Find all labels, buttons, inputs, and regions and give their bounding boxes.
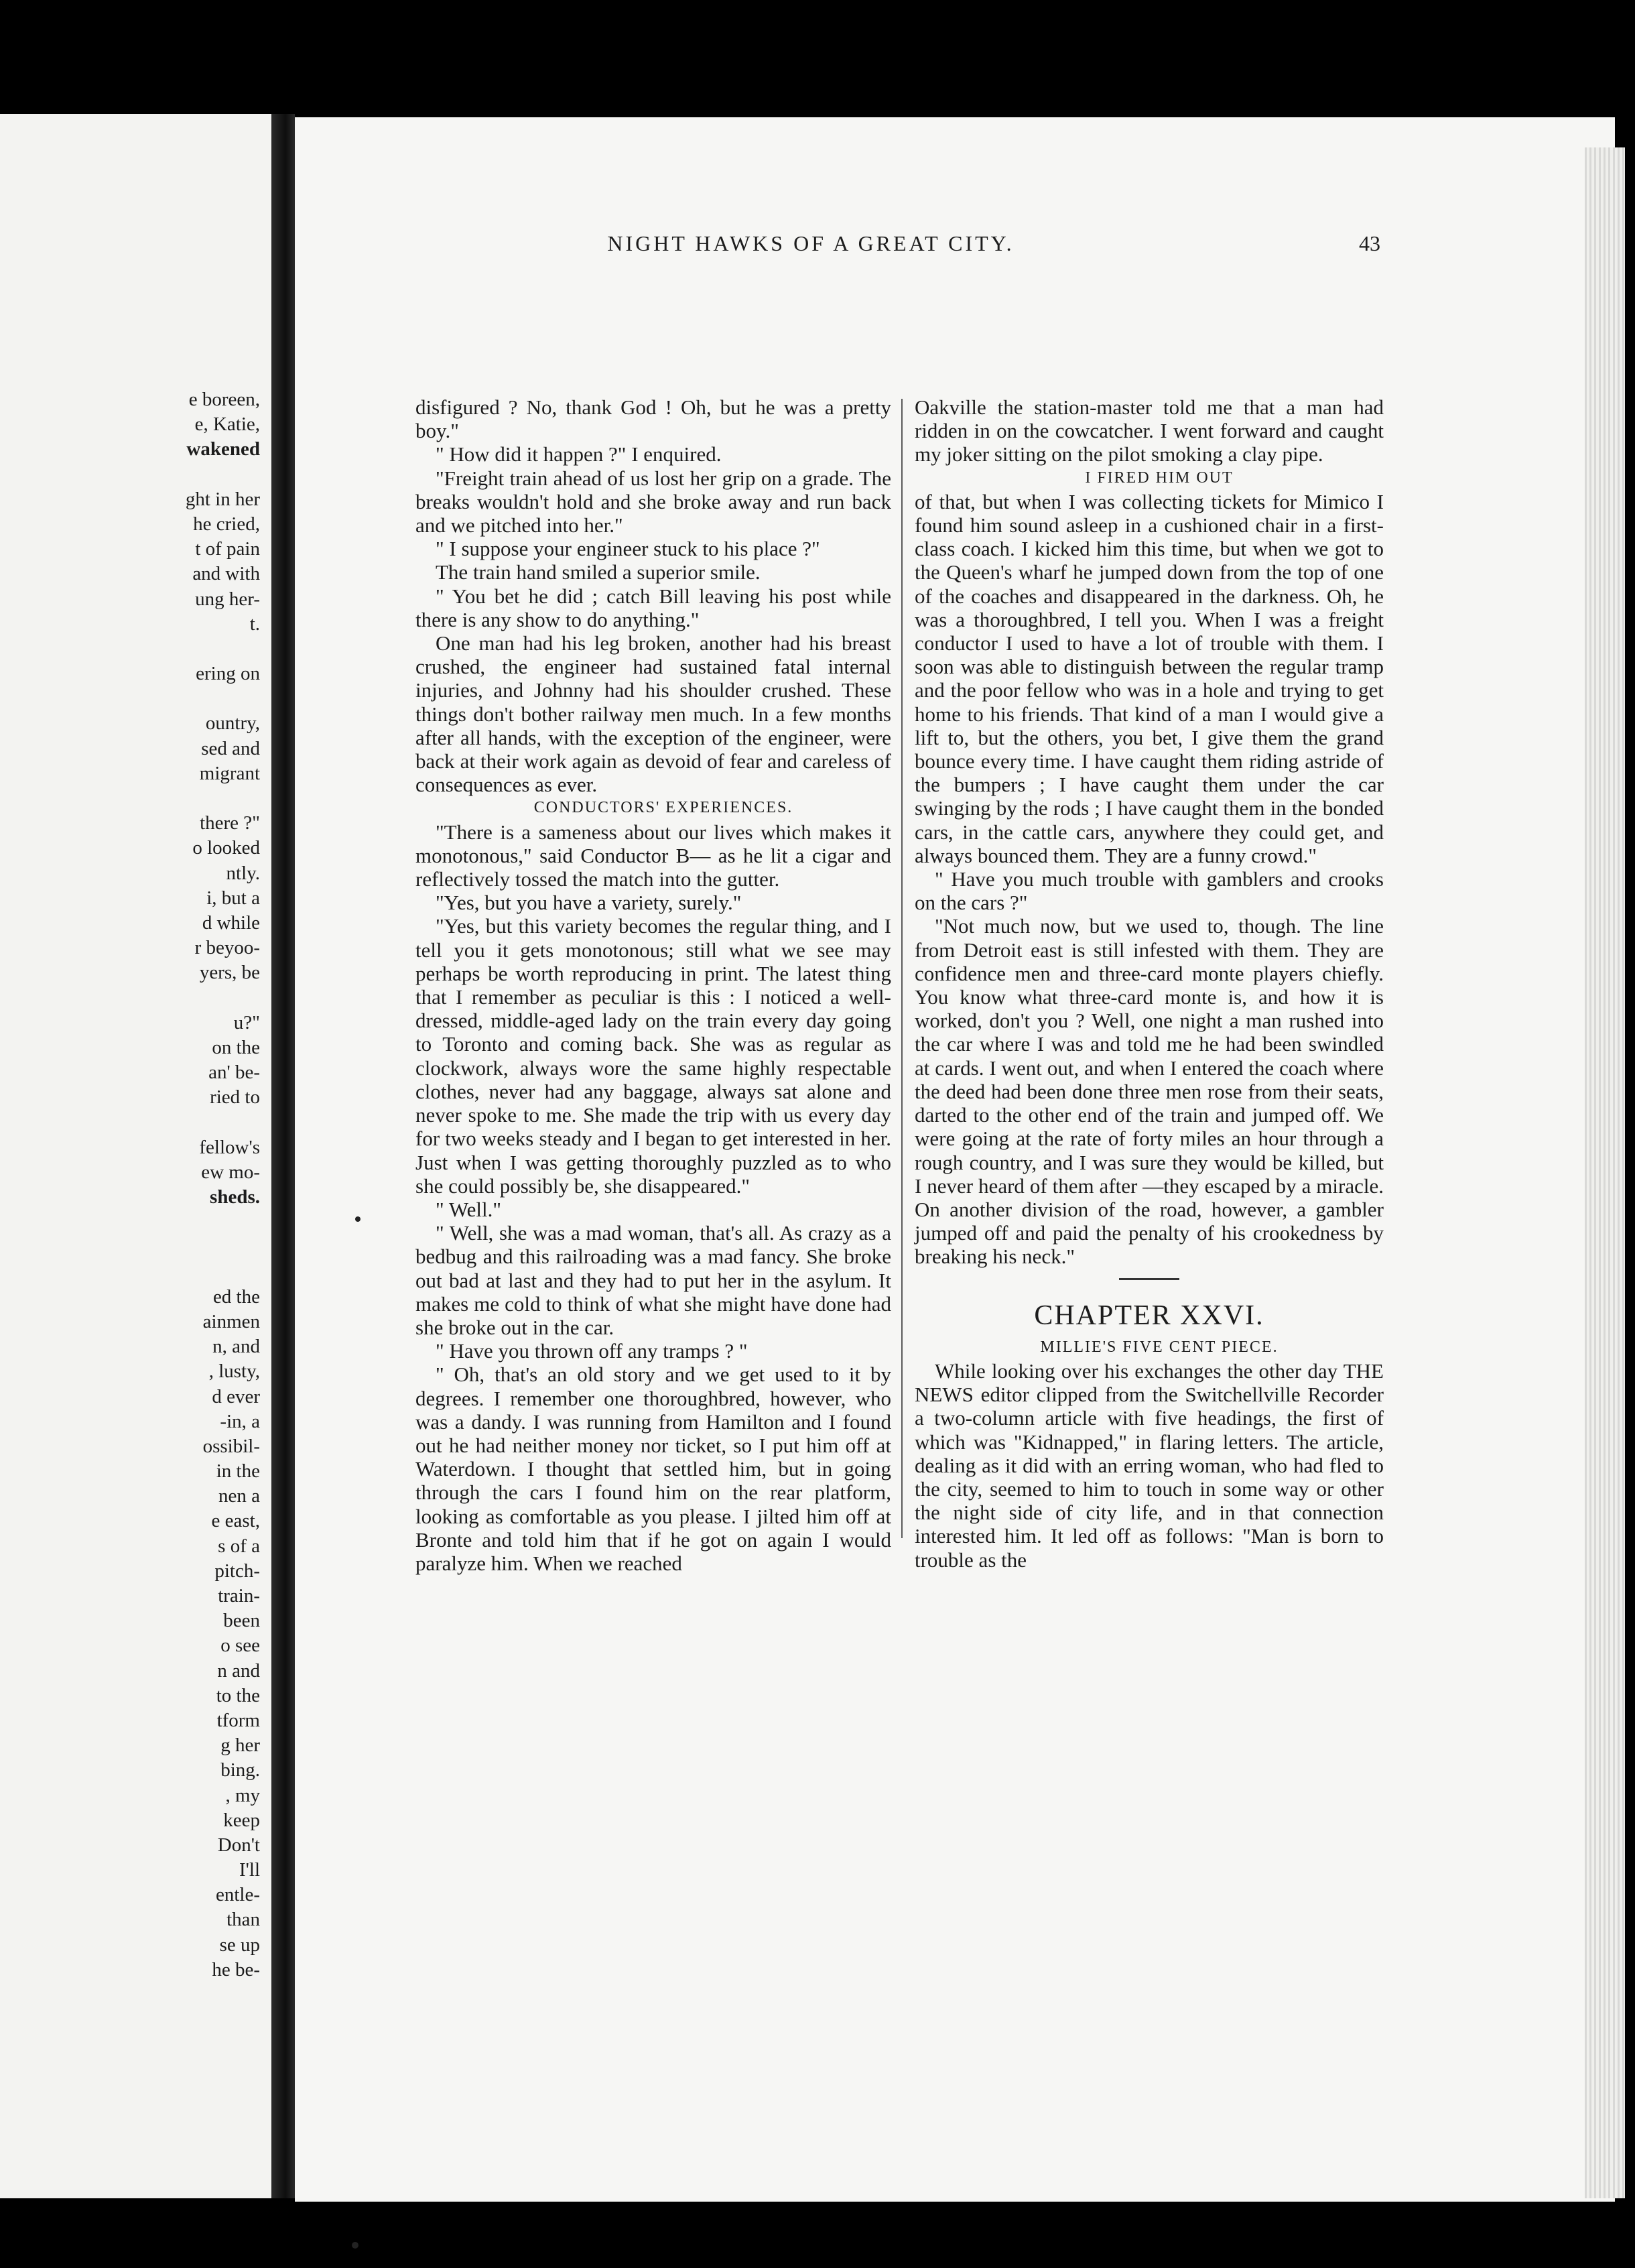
- left-page-line: an' be-: [208, 1062, 260, 1084]
- left-page-line: ght in her: [185, 488, 260, 510]
- left-page-blank-line: [0, 786, 260, 811]
- paragraph: disfigured ? No, thank God ! Oh, but he was a pretty boy.": [415, 395, 891, 443]
- left-page-line: se up: [219, 1934, 260, 1956]
- paragraph: " Oh, that's an old story and we get used to it by degrees. I remember one thoroughbred, however, who was a dandy. I was running from Hamilton and I found out he had neither money nor ticket, so I put him off at Waterdown. I thought that settled him, but in going through the cars I found him on the rear platform, looking as comfortable as you please. I jilted him off at Bronte and told him that if he got on again I would paralyze him. When we reached: [415, 1363, 891, 1575]
- paragraph-group: [415, 395, 891, 796]
- page-number: 43: [1359, 231, 1380, 255]
- print-speck: [355, 1216, 361, 1222]
- left-page-line: he cried,: [193, 513, 260, 535]
- left-page-blank-line: [0, 986, 260, 1011]
- left-page-line: r beyoo-: [194, 937, 260, 959]
- paragraph: "Yes, but you have a variety, surely.": [436, 891, 742, 915]
- left-page-line: wakened: [186, 438, 260, 460]
- paragraph: of that, but when I was collecting tickets for Mimico I found him sound asleep in a cushioned chair in a first-class coach. I kicked him this time, but when we got to the Queen's wharf he jumped down from the top of one of the coaches and disappeared in the darkness. Oh, he was a thoroughbred, I tell you. When I was a freight conductor I used to have a lot of trouble with them. I soon was able to distinguish between the regular tramp and the poor fellow who was in a hole and trying to get home to his friends. That kind of a man I would give a lift to, but the others, you bet, I give them the grand bounce every time. I have caught them riding astride of the bumpers ; I have caught them under the car swinging by the rods ; I have caught them in the bonded cars, in the cattle cars, anywhere they could get, and always bounced them. They are a funny crowd.": [915, 489, 1384, 867]
- paragraph-group: [415, 820, 891, 1576]
- left-page-line: ung her-: [195, 588, 260, 610]
- left-page-line: n and: [217, 1659, 260, 1682]
- left-page-line: been: [223, 1610, 260, 1632]
- left-page-line: in the: [216, 1460, 260, 1483]
- left-page-line: g her: [220, 1735, 260, 1757]
- left-page-blank-line: [0, 686, 260, 711]
- left-page-line: sed and: [201, 737, 260, 759]
- left-page-line: ew mo-: [201, 1161, 260, 1183]
- paragraph: " Have you thrown off any tramps ? ": [436, 1339, 748, 1363]
- paragraph: One man had his leg broken, another had his breast crushed, the engineer had sustained fatal internal injuries, and Johnny had his shoulder crushed. These things don't bother railway men much. In a few months after all hands, with the exception of the engineer, were back at their work again as devoid of fear and careless of consequences as ever.: [415, 631, 891, 797]
- left-page-line: I'll: [239, 1859, 260, 1881]
- left-page-line: nen a: [218, 1485, 260, 1507]
- section-divider: [1119, 1278, 1179, 1280]
- paragraph: The train hand smiled a superior smile.: [436, 560, 761, 584]
- left-page-line: migrant: [199, 762, 260, 784]
- paragraph: "There is a sameness about our lives which makes it monotonous," said Conductor B— as he lit a cigar and reflectively tossed the match into the gutter.: [415, 820, 891, 891]
- left-page-line: there ?": [200, 812, 260, 834]
- left-page-line: bing.: [220, 1759, 260, 1781]
- paragraph: " How did it happen ?" I enquired.: [436, 442, 722, 466]
- paragraph: " Well, she was a mad woman, that's all. As crazy as a bedbug and this railroading was a mad fancy. She broke out bad at last and they had to put her in the asylum. It makes me cold to think of what she might have done had she broke out in the car.: [415, 1221, 891, 1339]
- left-page-blank-line: [0, 1235, 260, 1259]
- left-page-line: s of a: [218, 1535, 260, 1557]
- left-page: [0, 114, 271, 2198]
- left-page-line: i, but a: [206, 887, 260, 909]
- paragraph: Oakville the station-master told me that a man had ridden in on the cowcatcher. I went forward and caught my joker sitting on the pilot smoking a clay pipe.: [915, 395, 1384, 466]
- left-page-line: keep: [223, 1809, 260, 1831]
- left-page-line: entle-: [215, 1884, 260, 1906]
- left-page-line: u?": [233, 1011, 260, 1033]
- running-title: NIGHT HAWKS OF A GREAT CITY.: [607, 231, 1015, 255]
- left-page-line: ried to: [210, 1086, 260, 1109]
- paragraph: While looking over his exchanges the other day THE NEWS editor clipped from the Switchellville Recorder a two-column article with five headings, the first of which was "Kidnapped," in flaring letters. The article, dealing as it did with an erring woman, who had fled to the city, seemed to him to touch in some way or other the night side of city life, and in that connection interested him. It led off as follows: "Man is born to trouble as the: [915, 1359, 1384, 1572]
- left-page-line: e boreen,: [188, 389, 260, 410]
- left-page-line: ering on: [196, 663, 260, 685]
- left-page-line: ntly.: [226, 862, 260, 884]
- paragraph: "Freight train ahead of us lost her grip on a grade. The breaks wouldn't hold and she broke away and run back and we pitched into her.": [415, 466, 891, 538]
- left-page-line: on the: [212, 1036, 260, 1058]
- left-page-text-column: [0, 387, 260, 1982]
- left-page-line: tform: [216, 1709, 260, 1731]
- column-rule: [901, 399, 903, 1538]
- left-page-line: fellow's: [199, 1136, 260, 1158]
- left-page-line: o looked: [192, 837, 260, 859]
- left-page-blank-line: [0, 1260, 260, 1285]
- left-page-blank-line: [0, 1210, 260, 1235]
- left-page-line: ed the: [212, 1285, 260, 1308]
- left-page-line: he be-: [212, 1958, 260, 1980]
- left-page-line: d while: [202, 911, 260, 934]
- paragraph: " Well.": [436, 1197, 502, 1221]
- paragraph: "Yes, but this variety becomes the regular thing, and I tell you it gets monotonous; still what we see may perhaps be worth reproducing in print. The latest thing that I remember as peculiar is this : I noticed a well-dressed, middle-aged lady on the train every day going to Toronto and coming back. She was as regular as clockwork, always wore the same highly respectable clothes, never had any baggage, always sat alone and never spoke to me. She made the trip with us every day for two weeks steady and I began to get interested in her. Just when I was getting thoroughly puzzled as to who she could possibly be, she disappeared.": [415, 914, 891, 1198]
- section-subheading: CONDUCTORS' EXPERIENCES.: [533, 799, 793, 817]
- book-gutter: [271, 114, 295, 2198]
- left-page-line: t.: [249, 613, 260, 635]
- left-page-line: than: [226, 1909, 260, 1931]
- left-page-line: Don't: [217, 1834, 260, 1856]
- left-page-line: ainmen: [202, 1310, 260, 1332]
- left-page-line: and with: [192, 563, 260, 585]
- chapter-title: CHAPTER XXVI.: [1034, 1300, 1264, 1331]
- left-page-line: sheds.: [210, 1186, 260, 1208]
- paragraph-group: [915, 1359, 1384, 1572]
- left-page-line: d ever: [212, 1385, 260, 1407]
- left-page-line: to the: [216, 1684, 260, 1706]
- left-page-blank-line: [0, 462, 260, 487]
- paragraph: "Not much now, but we used to, though. The line from Detroit east is still infested with them. They are confidence men and three-card monte players chiefly. You know what three-card monte is, and how it is worked, don't you ? Well, one night a man rushed into the car where I was and told me he had been swindled at cards. I went out, and when I entered the coach where the deed had been done three men rose from their seats, darted to the other end of the train and jumped off. We were going at the rate of forty miles an hour through a rough country, and I was sure they would be killed, but I never heard of them after —they escaped by a miracle. On another division of the road, however, a gambler jumped off and paid the penalty of his crookedness by breaking his neck.": [915, 914, 1384, 1269]
- text-column-left: [415, 395, 891, 1575]
- paragraph: " I suppose your engineer stuck to his place ?": [436, 537, 820, 561]
- running-header: [375, 231, 1380, 265]
- page-edges: [1585, 147, 1625, 2198]
- paragraph: " You bet he did ; catch Bill leaving his post while there is any show to do anything.": [415, 584, 891, 631]
- left-page-line: -in, a: [220, 1410, 260, 1432]
- left-page-line: , lusty,: [208, 1361, 260, 1383]
- paragraph: " Have you much trouble with gamblers and crooks on the cars ?": [915, 867, 1384, 915]
- chapter-subtitle: MILLIE'S FIVE CENT PIECE.: [1040, 1338, 1279, 1356]
- section-subheading: I FIRED HIM OUT: [1085, 468, 1234, 487]
- left-page-line: yers, be: [199, 962, 260, 984]
- paragraph-group: [915, 395, 1384, 466]
- left-page-line: o see: [220, 1635, 260, 1657]
- left-page-line: e east,: [211, 1510, 260, 1532]
- left-page-line: t of pain: [195, 538, 260, 560]
- left-page-line: ossibil-: [202, 1435, 260, 1457]
- print-speck: [352, 2242, 358, 2249]
- left-page-line: pitch-: [214, 1560, 260, 1582]
- left-page-blank-line: [0, 1110, 260, 1135]
- paragraph-group: [915, 490, 1384, 1269]
- left-page-line: ountry,: [205, 712, 260, 735]
- left-page-line: train-: [218, 1585, 260, 1606]
- left-page-line: n, and: [212, 1336, 260, 1358]
- text-column-right: [915, 395, 1384, 1572]
- left-page-blank-line: [0, 637, 260, 662]
- left-page-line: , my: [225, 1784, 260, 1806]
- left-page-line: e, Katie,: [194, 414, 260, 436]
